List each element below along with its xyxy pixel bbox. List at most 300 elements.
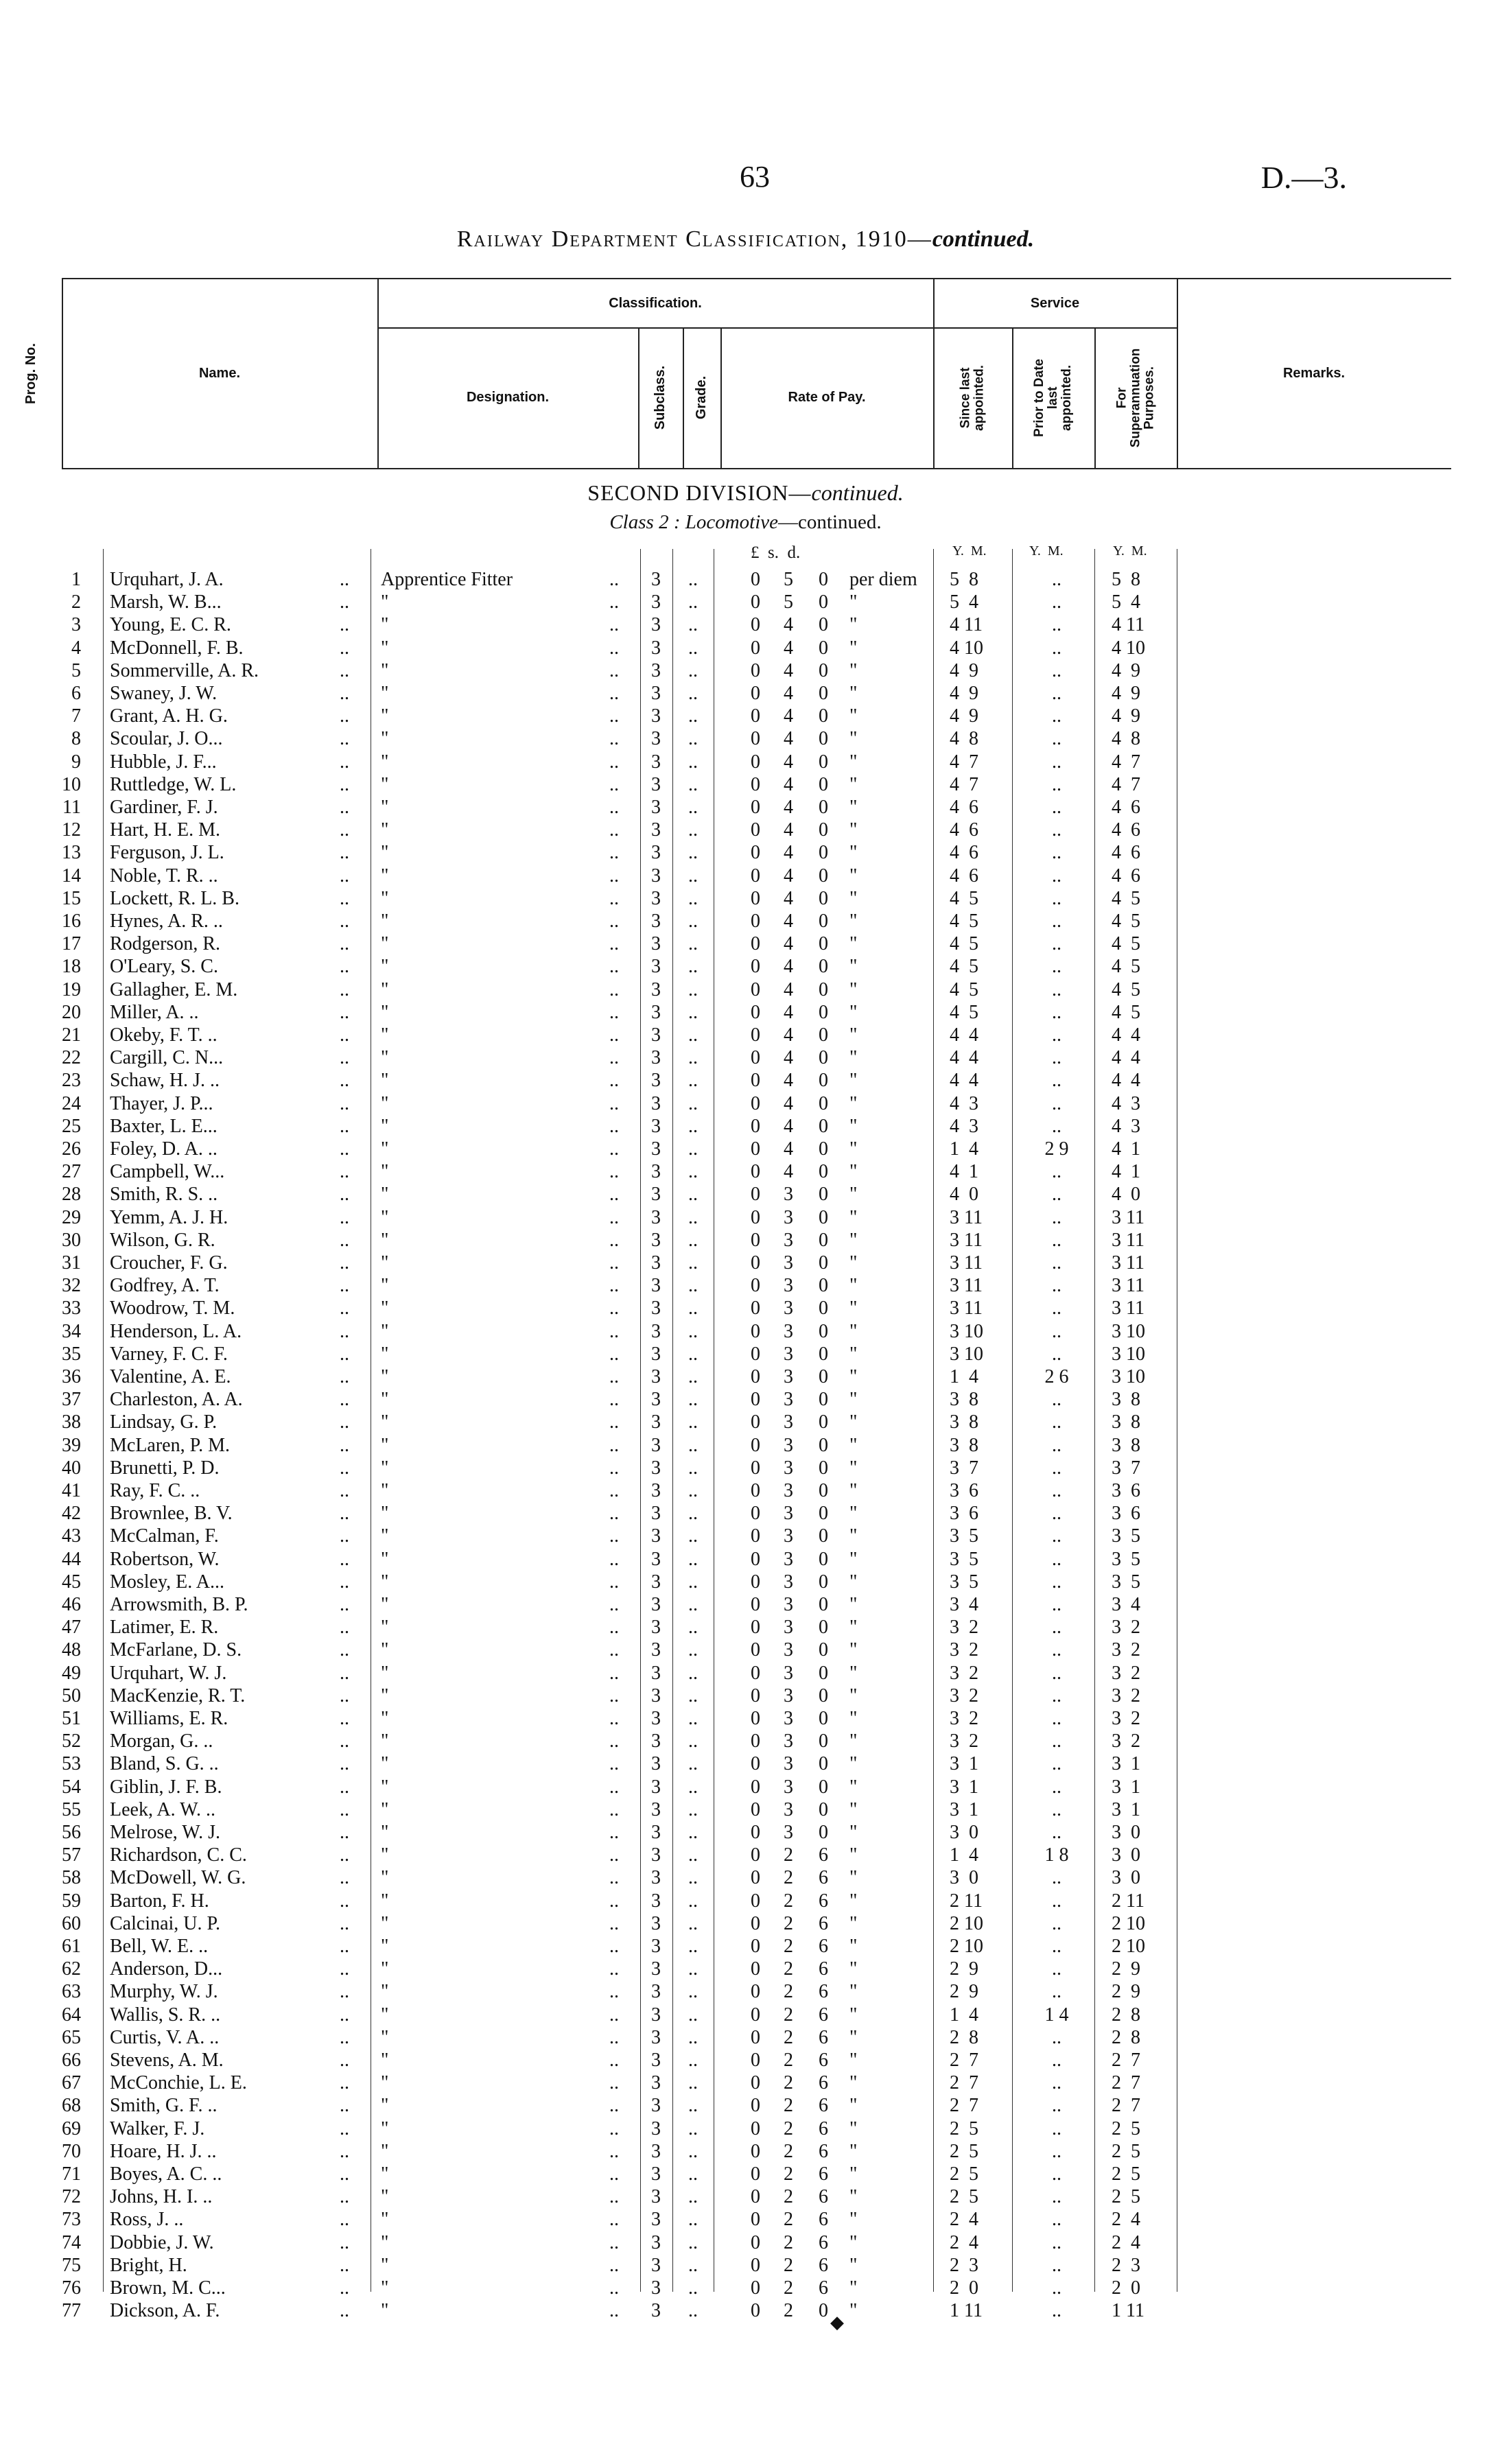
- service-prior: ..: [1052, 1411, 1061, 1433]
- pay-pounds: 0: [751, 2004, 760, 2026]
- service-since-last: 4 1: [950, 1161, 978, 1183]
- pay-unit: ": [849, 2209, 858, 2231]
- employee-name: Hubble, J. F...: [110, 751, 217, 773]
- employee-name: Croucher, F. G.: [110, 1252, 228, 1274]
- pay-unit: ": [849, 1753, 858, 1775]
- pay-shillings: 3: [784, 1184, 793, 1206]
- leader-dots: ..: [609, 1776, 619, 1798]
- table-row: [0, 1388, 1491, 1411]
- grade: ..: [688, 819, 698, 841]
- pay-pounds: 0: [751, 2050, 760, 2071]
- leader-dots: ..: [609, 1685, 619, 1706]
- pay-shillings: 4: [784, 819, 793, 841]
- pay-pounds: 0: [751, 1024, 760, 1046]
- pay-shillings: 3: [784, 1776, 793, 1798]
- grade: ..: [688, 1798, 698, 1820]
- grade: ..: [688, 887, 698, 909]
- table-row: [0, 2117, 1491, 2140]
- designation: ": [381, 887, 389, 909]
- pay-shillings: 3: [784, 1229, 793, 1251]
- subclass: 3: [651, 2277, 661, 2299]
- service-since-last: 4 4: [950, 1070, 978, 1092]
- service-superannuation: 2 11: [1112, 1890, 1144, 1912]
- leader-dots: ..: [609, 933, 619, 955]
- pay-pounds: 0: [751, 2026, 760, 2048]
- leader-dots: ..: [609, 773, 619, 795]
- leader-dots: ..: [609, 2004, 619, 2026]
- service-since-last: 4 6: [950, 865, 978, 887]
- prog-no: 15: [62, 887, 81, 909]
- employee-name: Urquhart, W. J.: [110, 1662, 227, 1684]
- pay-unit: ": [849, 1411, 858, 1433]
- grade: ..: [688, 1548, 698, 1570]
- service-superannuation: 4 4: [1112, 1024, 1140, 1046]
- header-name: Name.: [198, 366, 241, 381]
- service-since-last: 1 4: [950, 1138, 978, 1160]
- leader-dots: ..: [340, 2254, 349, 2276]
- leader-dots: ..: [609, 1525, 619, 1547]
- leader-dots: ..: [340, 1525, 349, 1547]
- service-superannuation: 2 8: [1112, 2026, 1140, 2048]
- employee-name: Cargill, C. N...: [110, 1047, 224, 1069]
- service-superannuation: 3 2: [1112, 1662, 1140, 1684]
- leader-dots: ..: [340, 1981, 349, 2003]
- leader-dots: ..: [340, 1457, 349, 1479]
- service-since-last: 4 5: [950, 887, 978, 909]
- leader-dots: ..: [340, 2117, 349, 2139]
- designation: ": [381, 2209, 389, 2231]
- employee-name: Hoare, H. J. ..: [110, 2140, 217, 2162]
- pay-pence: 6: [819, 1912, 828, 1934]
- pay-pounds: 0: [751, 1912, 760, 1934]
- subclass: 3: [651, 1480, 661, 1501]
- employee-name: Melrose, W. J.: [110, 1822, 220, 1843]
- leader-dots: ..: [609, 2095, 619, 2117]
- pay-pounds: 0: [751, 1298, 760, 1319]
- subclass: 3: [651, 1685, 661, 1706]
- subclass: 3: [651, 1571, 661, 1593]
- service-prior: ..: [1052, 887, 1061, 909]
- table-row: [0, 1160, 1491, 1183]
- subclass: 3: [651, 705, 661, 727]
- grade: ..: [688, 1411, 698, 1433]
- grade: ..: [688, 2186, 698, 2208]
- service-since-last: 2 11: [950, 1890, 983, 1912]
- subclass: 3: [651, 1981, 661, 2003]
- pay-pounds: 0: [751, 819, 760, 841]
- pay-pounds: 0: [751, 1092, 760, 1114]
- designation: ": [381, 1252, 389, 1274]
- pay-pence: 0: [819, 1525, 828, 1547]
- pay-shillings: 2: [784, 1981, 793, 2003]
- leader-dots: ..: [340, 1229, 349, 1251]
- employee-name: Johns, H. I. ..: [110, 2186, 213, 2208]
- designation: ": [381, 1662, 389, 1684]
- leader-dots: ..: [340, 1047, 349, 1069]
- service-prior: ..: [1052, 1936, 1061, 1957]
- service-since-last: 1 11: [950, 2300, 983, 2322]
- subclass: 3: [651, 1912, 661, 1934]
- service-since-last: 3 6: [950, 1480, 978, 1501]
- subclass: 3: [651, 1457, 661, 1479]
- subclass: 3: [651, 1366, 661, 1387]
- service-superannuation: 3 2: [1112, 1639, 1140, 1661]
- prog-no: 72: [62, 2186, 81, 2208]
- leader-dots: ..: [609, 1320, 619, 1342]
- pay-unit: ": [849, 1434, 858, 1456]
- table-row: [0, 1844, 1491, 1866]
- pay-pence: 6: [819, 2277, 828, 2299]
- table-row: [0, 1320, 1491, 1343]
- pay-shillings: 3: [784, 1320, 793, 1342]
- prog-no: 22: [62, 1047, 81, 1069]
- service-prior: ..: [1052, 773, 1061, 795]
- employee-name: McConchie, L. E.: [110, 2072, 247, 2094]
- subclass: 3: [651, 2004, 661, 2026]
- leader-dots: ..: [340, 1298, 349, 1319]
- employee-name: Mosley, E. A...: [110, 1571, 224, 1593]
- pay-shillings: 5: [784, 591, 793, 613]
- prog-no: 74: [62, 2231, 81, 2253]
- pay-pounds: 0: [751, 1594, 760, 1615]
- table-row: [0, 2277, 1491, 2299]
- service-prior: ..: [1052, 2186, 1061, 2208]
- pay-shillings: 3: [784, 1730, 793, 1752]
- pay-pounds: 0: [751, 1070, 760, 1092]
- prog-no: 6: [71, 683, 81, 704]
- pay-shillings: 2: [784, 2231, 793, 2253]
- designation: ": [381, 1912, 389, 1934]
- service-prior: ..: [1052, 1275, 1061, 1297]
- header-service: Service: [1030, 295, 1080, 311]
- grade: ..: [688, 1981, 698, 2003]
- table-row: [0, 1776, 1491, 1798]
- prog-no: 42: [62, 1503, 81, 1525]
- service-prior: ..: [1052, 2254, 1061, 2276]
- pay-shillings: 2: [784, 2117, 793, 2139]
- pay-pounds: 0: [751, 1503, 760, 1525]
- table-row: [0, 2185, 1491, 2208]
- table-row: [0, 1343, 1491, 1365]
- service-prior: 1 4: [1044, 2004, 1069, 2026]
- service-prior: ..: [1052, 1548, 1061, 1570]
- service-prior: ..: [1052, 1298, 1061, 1319]
- subclass: 3: [651, 1708, 661, 1729]
- service-since-last: 3 11: [950, 1252, 983, 1274]
- subclass: 3: [651, 1206, 661, 1228]
- subclass: 3: [651, 1411, 661, 1433]
- service-superannuation: 4 6: [1112, 842, 1140, 864]
- employee-name: Yemm, A. J. H.: [110, 1206, 228, 1228]
- service-prior: ..: [1052, 614, 1061, 636]
- subclass: 3: [651, 1115, 661, 1137]
- leader-dots: ..: [609, 1343, 619, 1365]
- pay-unit: ": [849, 1822, 858, 1843]
- prog-no: 12: [62, 819, 81, 841]
- pay-pence: 0: [819, 1548, 828, 1570]
- pay-shillings: 4: [784, 1138, 793, 1160]
- prog-no: 27: [62, 1161, 81, 1183]
- pay-pence: 6: [819, 2072, 828, 2094]
- subclass: 3: [651, 911, 661, 932]
- subclass: 3: [651, 1320, 661, 1342]
- leader-dots: ..: [609, 1867, 619, 1889]
- designation: ": [381, 1138, 389, 1160]
- service-since-last: 4 5: [950, 978, 978, 1000]
- grade: ..: [688, 637, 698, 659]
- designation: ": [381, 1571, 389, 1593]
- prog-no: 71: [62, 2163, 81, 2185]
- designation: ": [381, 683, 389, 704]
- subclass: 3: [651, 2117, 661, 2139]
- employee-name: Henderson, L. A.: [110, 1320, 242, 1342]
- pay-unit: ": [849, 1115, 858, 1137]
- pay-unit: ": [849, 1594, 858, 1615]
- leader-dots: ..: [609, 1822, 619, 1843]
- pay-pounds: 0: [751, 705, 760, 727]
- table-row: [0, 2049, 1491, 2072]
- service-prior: 1 8: [1044, 1844, 1069, 1866]
- pay-unit: ": [849, 1092, 858, 1114]
- pay-pounds: 0: [751, 865, 760, 887]
- pay-pounds: 0: [751, 1161, 760, 1183]
- leader-dots: ..: [340, 1480, 349, 1501]
- subclass: 3: [651, 773, 661, 795]
- table-row: [0, 1069, 1491, 1092]
- grade: ..: [688, 911, 698, 932]
- employee-name: Godfrey, A. T.: [110, 1275, 220, 1297]
- pay-shillings: 4: [784, 751, 793, 773]
- subclass: 3: [651, 2209, 661, 2231]
- grade: ..: [688, 773, 698, 795]
- pay-pence: 0: [819, 659, 828, 681]
- grade: ..: [688, 2050, 698, 2071]
- pay-pence: 0: [819, 1024, 828, 1046]
- pay-shillings: 4: [784, 1092, 793, 1114]
- pay-shillings: 4: [784, 865, 793, 887]
- pay-pence: 0: [819, 1503, 828, 1525]
- leader-dots: ..: [340, 1571, 349, 1593]
- service-since-last: 2 8: [950, 2026, 978, 2048]
- employee-name: Leek, A. W. ..: [110, 1798, 215, 1820]
- leader-dots: ..: [340, 978, 349, 1000]
- leader-dots: ..: [340, 1001, 349, 1023]
- table-header: [23, 278, 1451, 469]
- prog-no: 69: [62, 2117, 81, 2139]
- pay-pounds: 0: [751, 2163, 760, 2185]
- table-row: [0, 2208, 1491, 2231]
- grade: ..: [688, 2277, 698, 2299]
- service-prior: ..: [1052, 1753, 1061, 1775]
- service-superannuation: 3 8: [1112, 1434, 1140, 1456]
- subclass: 3: [651, 1047, 661, 1069]
- leader-dots: ..: [609, 683, 619, 704]
- designation: ": [381, 1070, 389, 1092]
- service-since-last: 4 5: [950, 911, 978, 932]
- employee-name: Ferguson, J. L.: [110, 842, 224, 864]
- service-since-last: 3 2: [950, 1708, 978, 1729]
- table-row: [0, 2163, 1491, 2185]
- subclass: 3: [651, 1548, 661, 1570]
- table-row: [0, 1115, 1491, 1138]
- leader-dots: ..: [609, 1958, 619, 1980]
- designation: ": [381, 1343, 389, 1365]
- prog-no: 53: [62, 1753, 81, 1775]
- service-prior: ..: [1052, 1001, 1061, 1023]
- leader-dots: ..: [609, 637, 619, 659]
- table-row: [0, 1958, 1491, 1980]
- leader-dots: ..: [340, 1206, 349, 1228]
- employee-name: Sommerville, A. R.: [110, 659, 259, 681]
- designation: ": [381, 2072, 389, 2094]
- designation: ": [381, 1434, 389, 1456]
- pay-unit: ": [849, 1480, 858, 1501]
- table-row: [0, 2094, 1491, 2117]
- service-superannuation: 3 2: [1112, 1730, 1140, 1752]
- leader-dots: ..: [340, 1343, 349, 1365]
- table-row: [0, 978, 1491, 1001]
- designation: ": [381, 1366, 389, 1387]
- leader-dots: ..: [609, 1594, 619, 1615]
- leader-dots: ..: [609, 911, 619, 932]
- employee-name: Ray, F. C. ..: [110, 1480, 200, 1501]
- pay-shillings: 4: [784, 956, 793, 978]
- service-superannuation: 3 11: [1112, 1206, 1144, 1228]
- pay-shillings: 4: [784, 1161, 793, 1183]
- employee-name: Campbell, W...: [110, 1161, 225, 1183]
- leader-dots: ..: [609, 2231, 619, 2253]
- pay-pence: 6: [819, 1958, 828, 1980]
- prog-no: 46: [62, 1594, 81, 1615]
- prior-units: Y. M.: [1029, 543, 1064, 559]
- pay-shillings: 3: [784, 1503, 793, 1525]
- pay-pence: 0: [819, 1343, 828, 1365]
- designation: ": [381, 1320, 389, 1342]
- pay-unit: ": [849, 1161, 858, 1183]
- grade: ..: [688, 1320, 698, 1342]
- leader-dots: ..: [609, 819, 619, 841]
- pay-pounds: 0: [751, 978, 760, 1000]
- pay-unit: ": [849, 819, 858, 841]
- grade: ..: [688, 1298, 698, 1319]
- pay-pence: 6: [819, 2163, 828, 2185]
- designation: ": [381, 659, 389, 681]
- pay-shillings: 4: [784, 1001, 793, 1023]
- service-prior: ..: [1052, 1708, 1061, 1729]
- leader-dots: ..: [609, 1480, 619, 1501]
- service-since-last: 1 4: [950, 1844, 978, 1866]
- designation: ": [381, 933, 389, 955]
- employee-name: Miller, A. ..: [110, 1001, 199, 1023]
- pay-unit: ": [849, 2300, 858, 2322]
- subclass: 3: [651, 591, 661, 613]
- service-prior: ..: [1052, 659, 1061, 681]
- pay-shillings: 3: [784, 1708, 793, 1729]
- table-row: [0, 1639, 1491, 1661]
- prog-no: 3: [71, 614, 81, 636]
- prog-no: 2: [71, 591, 81, 613]
- pay-unit: ": [849, 1229, 858, 1251]
- designation: ": [381, 1389, 389, 1411]
- pay-unit: ": [849, 1503, 858, 1525]
- leader-dots: ..: [340, 1366, 349, 1387]
- pay-unit: ": [849, 773, 858, 795]
- service-superannuation: 3 1: [1112, 1753, 1140, 1775]
- employee-name: Young, E. C. R.: [110, 614, 231, 636]
- prog-no: 47: [62, 1617, 81, 1639]
- service-since-last: 1 4: [950, 1366, 978, 1387]
- table-row: [0, 613, 1491, 636]
- service-since-last: 4 6: [950, 842, 978, 864]
- pay-unit: ": [849, 2254, 858, 2276]
- pay-shillings: 3: [784, 1662, 793, 1684]
- service-since-last: 4 3: [950, 1092, 978, 1114]
- pay-pounds: 0: [751, 1662, 760, 1684]
- leader-dots: ..: [609, 614, 619, 636]
- service-since-last: 2 3: [950, 2254, 978, 2276]
- employee-name: Thayer, J. P...: [110, 1092, 213, 1114]
- service-prior: ..: [1052, 2117, 1061, 2139]
- pay-pence: 0: [819, 797, 828, 818]
- pay-pence: 0: [819, 1275, 828, 1297]
- service-prior: ..: [1052, 1639, 1061, 1661]
- leader-dots: ..: [609, 659, 619, 681]
- employee-name: Scoular, J. O...: [110, 728, 223, 750]
- table-row: [0, 1616, 1491, 1639]
- pay-pounds: 0: [751, 1115, 760, 1137]
- employee-name: Robertson, W.: [110, 1548, 220, 1570]
- leader-dots: ..: [340, 842, 349, 864]
- subclass: 3: [651, 1503, 661, 1525]
- designation: ": [381, 865, 389, 887]
- pay-shillings: 2: [784, 2004, 793, 2026]
- employee-name: Swaney, J. W.: [110, 683, 218, 704]
- pay-unit: ": [849, 751, 858, 773]
- pay-shillings: 3: [784, 1252, 793, 1274]
- employee-name: Barton, F. H.: [110, 1890, 209, 1912]
- prog-no: 25: [62, 1115, 81, 1137]
- leader-dots: ..: [609, 1981, 619, 2003]
- pay-pence: 0: [819, 683, 828, 704]
- pay-pence: 0: [819, 1229, 828, 1251]
- prog-no: 76: [62, 2277, 81, 2299]
- service-prior: ..: [1052, 2095, 1061, 2117]
- service-since-last: 2 4: [950, 2231, 978, 2253]
- prog-no: 73: [62, 2209, 81, 2231]
- grade: ..: [688, 865, 698, 887]
- leader-dots: ..: [609, 1753, 619, 1775]
- document-title: [0, 226, 1491, 253]
- designation: ": [381, 1229, 389, 1251]
- employee-name: Bland, S. G. ..: [110, 1753, 219, 1775]
- pay-shillings: 4: [784, 683, 793, 704]
- leader-dots: ..: [609, 1617, 619, 1639]
- pay-pence: 0: [819, 1206, 828, 1228]
- subclass: 3: [651, 2026, 661, 2048]
- service-superannuation: 3 0: [1112, 1867, 1140, 1889]
- service-prior: ..: [1052, 1503, 1061, 1525]
- table-row: [0, 1662, 1491, 1685]
- leader-dots: ..: [340, 2004, 349, 2026]
- leader-dots: ..: [340, 1708, 349, 1729]
- grade: ..: [688, 1730, 698, 1752]
- pay-shillings: 3: [784, 1753, 793, 1775]
- leader-dots: ..: [340, 1639, 349, 1661]
- pay-pence: 6: [819, 1844, 828, 1866]
- service-since-last: 2 7: [950, 2095, 978, 2117]
- pay-shillings: 2: [784, 1890, 793, 1912]
- service-since-last: 4 6: [950, 819, 978, 841]
